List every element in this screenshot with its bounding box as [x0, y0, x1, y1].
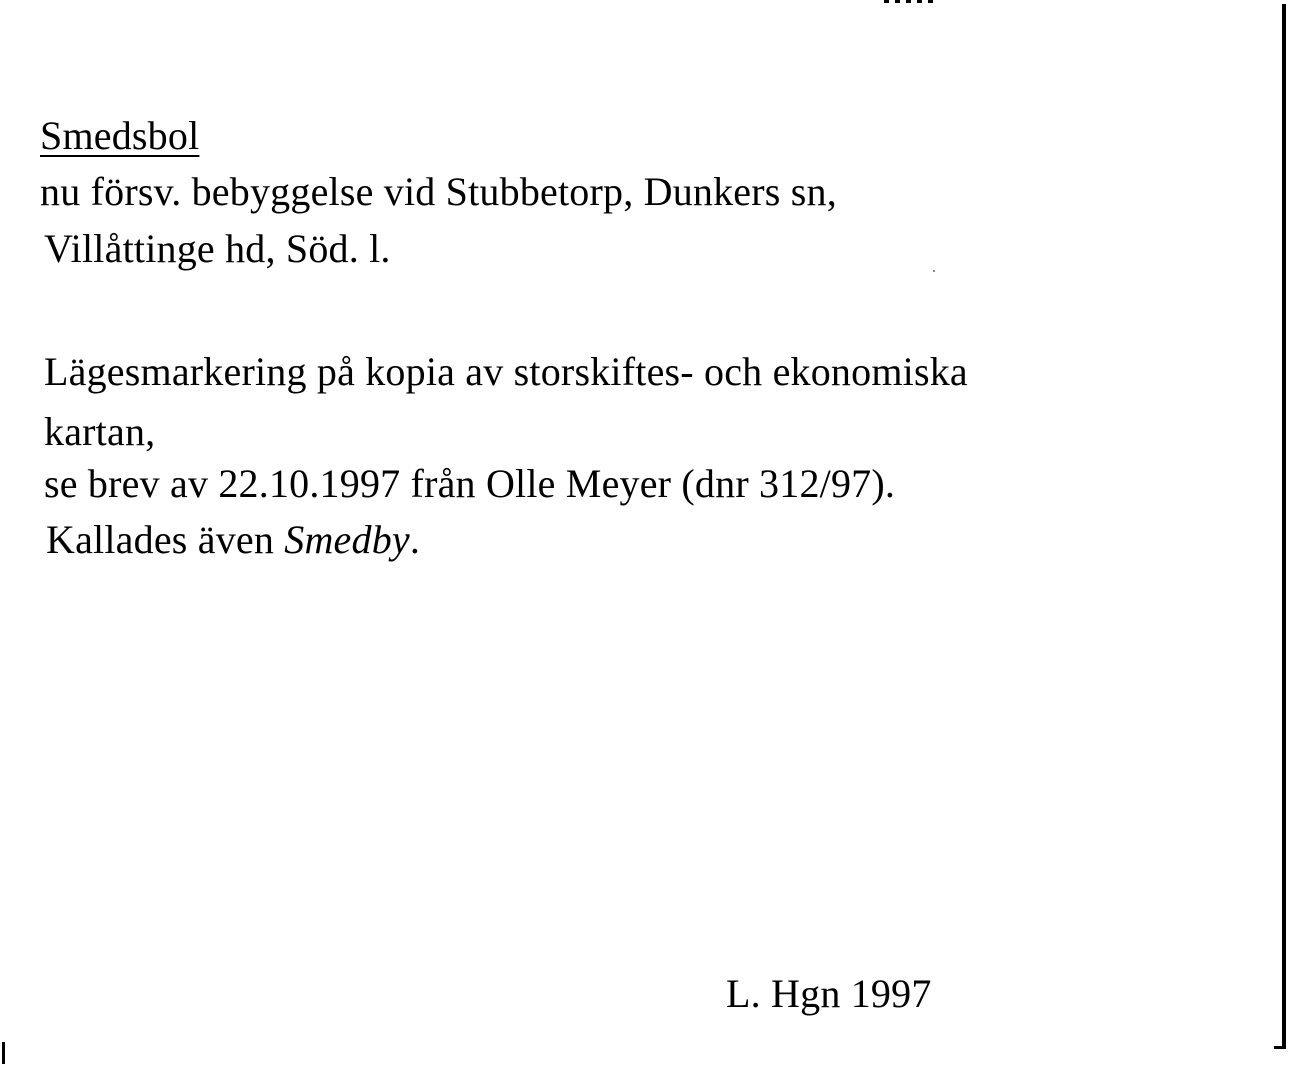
alias-name: Smedby: [284, 517, 410, 562]
note-line-3: se brev av 22.10.1997 från Olle Meyer (dnr 312/97).: [44, 461, 896, 506]
scan-speck: [884, 0, 934, 3]
alias-suffix: .: [409, 517, 421, 562]
alias-line: [46, 517, 421, 562]
signature: L. Hgn 1997: [726, 971, 932, 1016]
scan-dot: [933, 270, 935, 272]
location-line-1: nu försv. bebyggelse vid Stubbetorp, Dunkers sn,: [40, 169, 837, 214]
card-corner-tick: [1274, 1046, 1286, 1049]
note-line-1: Lägesmarkering på kopia av storskiftes- och ekonomiska: [44, 349, 968, 394]
location-line-2: Villåttinge hd, Söd. l.: [44, 226, 391, 271]
alias-prefix: Kallades även: [46, 517, 285, 562]
place-name-title: Smedsbol: [40, 113, 200, 158]
note-line-2: kartan,: [44, 409, 156, 454]
card-left-corner-mark: [2, 1042, 5, 1064]
card-right-edge: [1282, 4, 1286, 1048]
